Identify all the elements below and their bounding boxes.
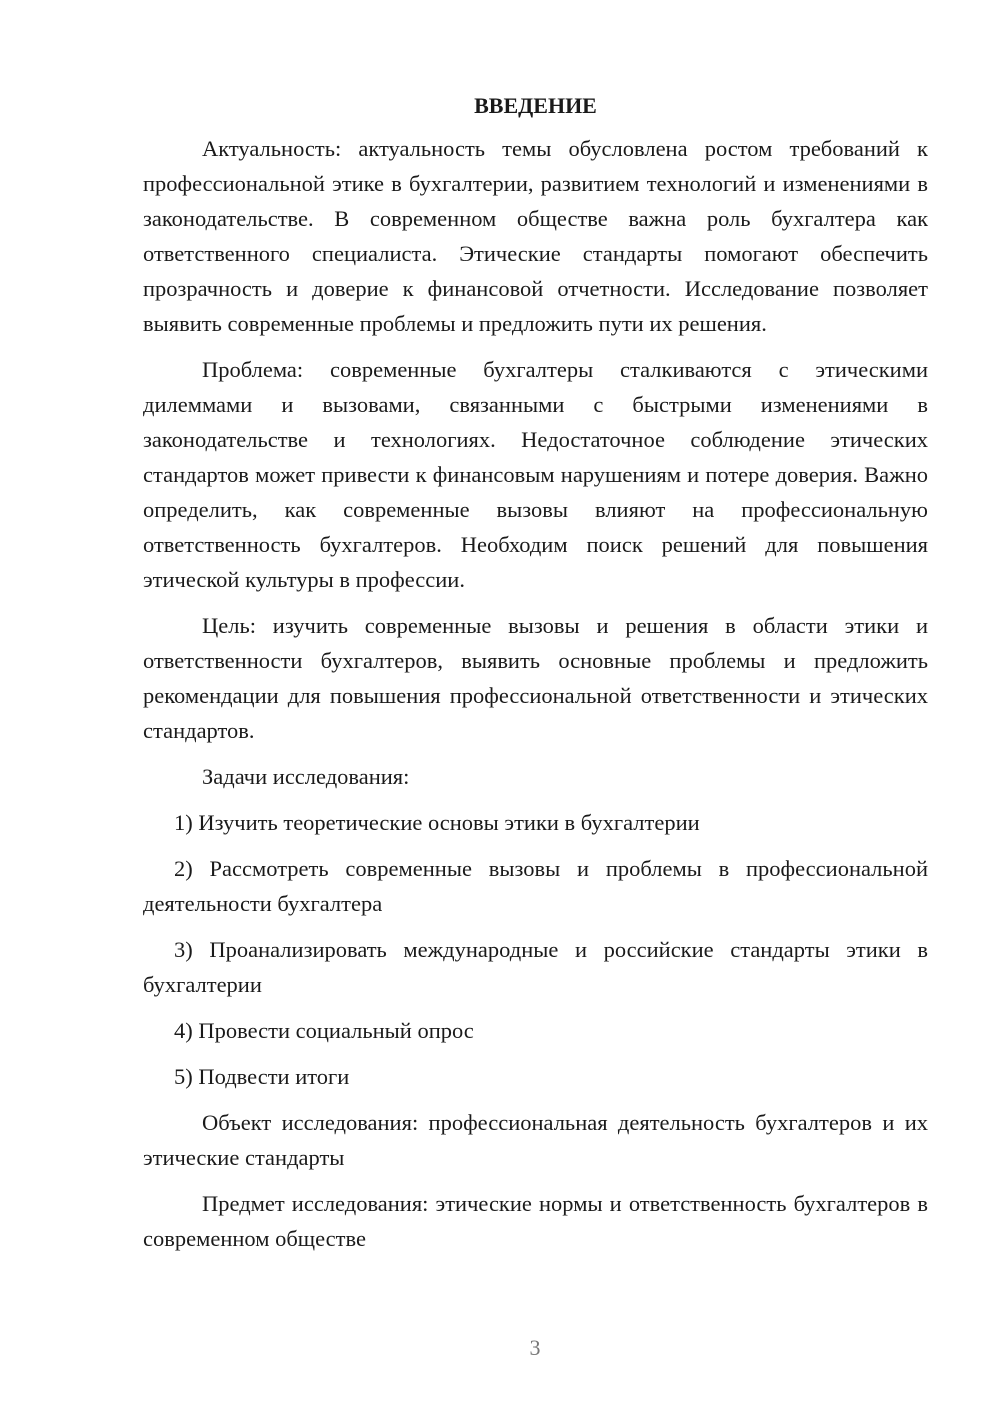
relevance-paragraph: Актуальность: актуальность темы обусловлена ростом требований к профессиональной этике в бухгалтерии, развитием технологий и изменениями в законодательстве. В современном обществе важна роль бухгалтера как ответственного специалиста. Этические стандарты помогают обеспечить прозрачность и доверие к финансовой отчетности. Исследование позволяет выявить современные проблемы и предложить пути их решения. [143, 136, 928, 336]
document-heading: ВВЕДЕНИЕ [474, 93, 597, 118]
goal-paragraph: Цель: изучить современные вызовы и решения в области этики и ответственности бухгалтеров, выявить основные проблемы и предложить рекомендации для повышения профессиональной ответственности и этических стандартов. [143, 613, 928, 743]
task-item-1: 1) Изучить теоретические основы этики в бухгалтерии [174, 810, 700, 835]
task-item-4: 4) Провести социальный опрос [174, 1018, 474, 1043]
document-page [143, 88, 928, 1267]
research-subject-paragraph: Предмет исследования: этические нормы и ответственность бухгалтеров в современном обществе [143, 1191, 928, 1251]
tasks-list [143, 805, 928, 1094]
problem-paragraph: Проблема: современные бухгалтеры сталкиваются с этическими дилеммами и вызовами, связанными с быстрыми изменениями в законодательстве и технологиях. Недостаточное соблюдение этических стандартов может привести к финансовым нарушениям и потере доверия. Важно определить, как современные вызовы влияют на профессиональную ответственность бухгалтеров. Необходим поиск решений для повышения этической культуры в профессии. [143, 357, 928, 592]
research-object-paragraph: Объект исследования: профессиональная деятельность бухгалтеров и их этические стандарты [143, 1110, 928, 1170]
task-item-2: 2) Рассмотреть современные вызовы и проблемы в профессиональной деятельности бухгалтера [143, 856, 928, 916]
task-item-5: 5) Подвести итоги [174, 1064, 350, 1089]
tasks-title: Задачи исследования: [202, 764, 410, 789]
task-item-3: 3) Проанализировать международные и российские стандарты этики в бухгалтерии [143, 937, 928, 997]
page-number: 3 [529, 1335, 541, 1360]
